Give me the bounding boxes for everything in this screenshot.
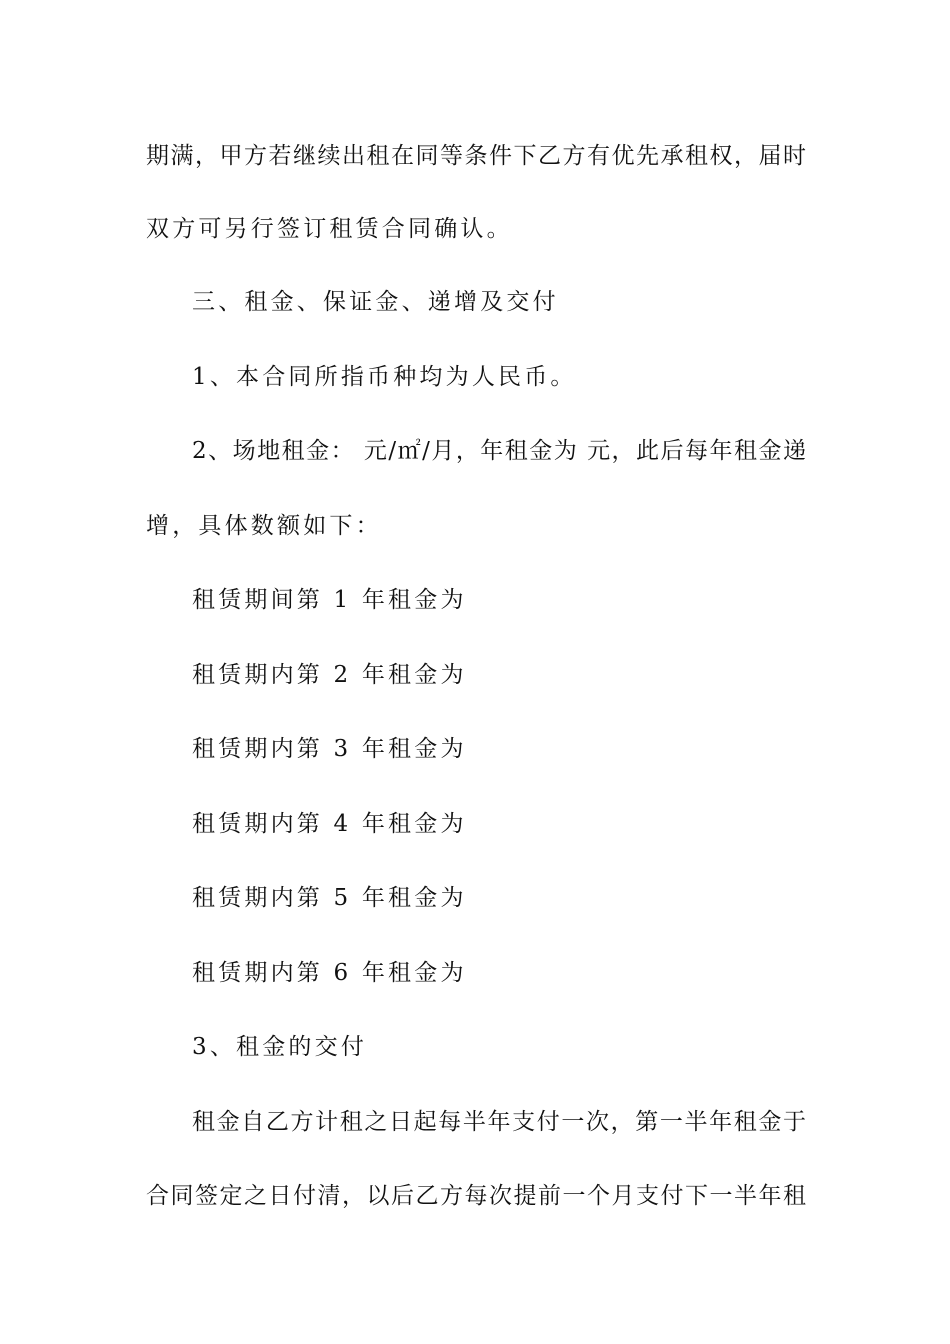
paragraph-line-1: 期满，甲方若继续出租在同等条件下乙方有优先承租权，届时: [146, 143, 806, 169]
section-heading-rent: 三、租金、保证金、递增及交付: [192, 289, 559, 315]
rent-year-3: 租赁期内第 3 年租金为: [192, 736, 467, 762]
clause-rent-payment: 3、租金的交付: [192, 1034, 368, 1060]
clause-site-rent-continued: 增，具体数额如下：: [146, 513, 382, 539]
clause-site-rent: 2、场地租金： 元/㎡/月，年租金为 元，此后每年租金递: [192, 438, 806, 464]
rent-year-6: 租赁期内第 6 年租金为: [192, 960, 467, 986]
rent-year-4: 租赁期内第 4 年租金为: [192, 811, 467, 837]
rent-year-1: 租赁期间第 1 年租金为: [192, 587, 467, 613]
rent-year-5: 租赁期内第 5 年租金为: [192, 885, 467, 911]
clause-currency: 1、本合同所指币种均为人民币。: [192, 364, 577, 390]
payment-paragraph-line-1: 租金自乙方计租之日起每半年支付一次，第一半年租金于: [192, 1109, 806, 1135]
payment-paragraph-line-2: 合同签定之日付清，以后乙方每次提前一个月支付下一半年租: [146, 1183, 806, 1209]
rent-year-2: 租赁期内第 2 年租金为: [192, 662, 467, 688]
paragraph-line-2: 双方可另行签订租赁合同确认。: [146, 216, 513, 242]
